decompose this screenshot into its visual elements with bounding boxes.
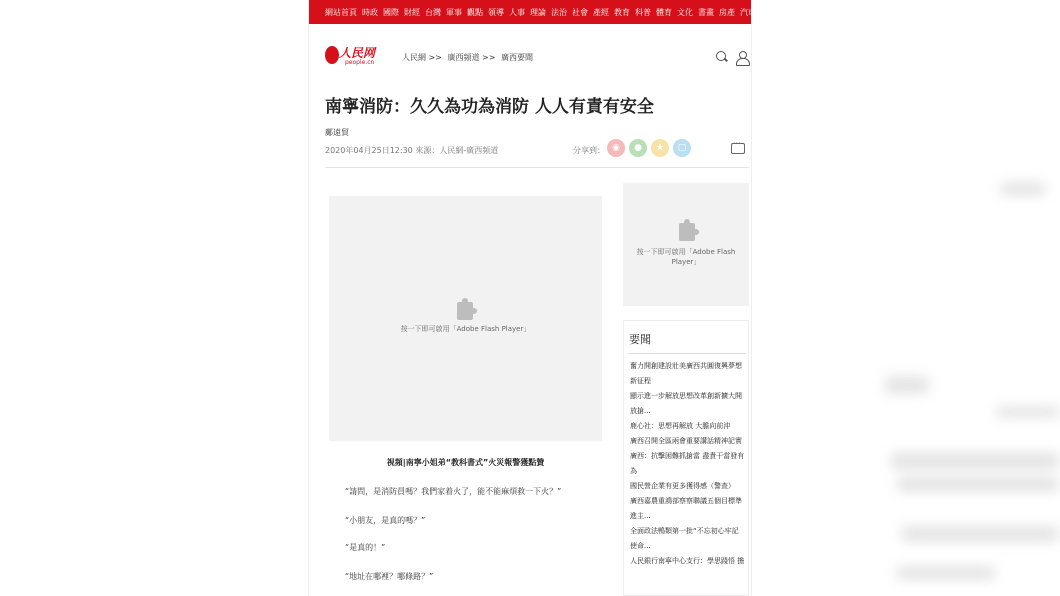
blurred-shape bbox=[896, 476, 1060, 492]
user-icon[interactable] bbox=[735, 50, 749, 64]
nav-item[interactable]: 領導 bbox=[488, 7, 504, 17]
register-link[interactable]: 注 bbox=[803, 7, 811, 17]
news-item[interactable]: 廣西召開全區兩會重要講話精神記實 bbox=[630, 437, 742, 445]
comment-icon[interactable] bbox=[731, 143, 745, 154]
site-header bbox=[309, 24, 751, 88]
blurred-shape bbox=[900, 526, 1060, 542]
blurred-shape bbox=[996, 406, 1060, 418]
share-label: 分享到： bbox=[573, 146, 605, 155]
blurred-shape bbox=[890, 452, 1060, 470]
nav-item[interactable]: 國際 bbox=[383, 7, 399, 17]
side-flash-placeholder[interactable] bbox=[623, 183, 749, 306]
breadcrumb-item[interactable]: 廣西要聞 bbox=[501, 53, 533, 62]
nav-item[interactable]: 文化 bbox=[677, 7, 693, 17]
nav-item[interactable]: 書畫 bbox=[698, 7, 714, 17]
search-icon[interactable] bbox=[715, 50, 729, 64]
article-paragraph: “小朋友，是真的嗎？” bbox=[345, 516, 426, 525]
share-weibo-button[interactable] bbox=[607, 139, 625, 157]
divider bbox=[628, 353, 746, 354]
share-copy-button[interactable] bbox=[673, 139, 691, 157]
blurred-shape bbox=[1000, 182, 1046, 196]
logo-subtext: people.cn bbox=[345, 59, 375, 66]
login-link[interactable]: 登錄 bbox=[782, 7, 798, 17]
news-item[interactable]: 廣西嘉農重鴻部察察聯議五個目標準 bbox=[630, 497, 742, 505]
blurred-shape bbox=[884, 376, 930, 394]
breadcrumb-item[interactable]: 人民網 >> bbox=[402, 53, 442, 62]
nav-item[interactable]: 汽車 bbox=[740, 7, 756, 17]
blurred-shape bbox=[896, 566, 996, 580]
news-item[interactable]: 奮力開創建設壯美廣西共圓復興夢想 bbox=[630, 362, 742, 370]
logo-text: 人民网 bbox=[339, 46, 376, 60]
article-author: 鄺遠貿 bbox=[325, 128, 349, 137]
news-item[interactable]: 顯示進一步解放思想改革創新擴大開 bbox=[630, 392, 742, 400]
news-item[interactable]: 人民銀行南寧中心支行：學思踐悟 擔 bbox=[630, 557, 745, 565]
article-meta: 2020年04月25日12:30 來源：人民網-廣西頻道 bbox=[325, 146, 499, 155]
breadcrumb-item[interactable]: 廣西頻道 >> bbox=[447, 53, 496, 62]
nav-item[interactable]: 體育 bbox=[656, 7, 672, 17]
nav-item[interactable]: 人事 bbox=[509, 7, 525, 17]
article-paragraph: “地址在哪裡？哪條路？” bbox=[345, 572, 434, 581]
nav-item[interactable]: 法治 bbox=[551, 7, 567, 17]
flash-message: 按一下即可啟用「Adobe Flash Player」 bbox=[400, 325, 531, 333]
nav-item[interactable]: 社會 bbox=[572, 7, 588, 17]
news-item[interactable]: 放搶... bbox=[630, 407, 651, 415]
news-item[interactable]: 為 bbox=[630, 467, 637, 475]
nav-item[interactable]: 觀點 bbox=[467, 7, 483, 17]
nav-item[interactable]: 旅遊 bbox=[761, 7, 777, 17]
breadcrumb bbox=[402, 52, 536, 63]
news-item[interactable]: 國民營企業有更多獲得感（警查） bbox=[630, 482, 735, 490]
plugin-puzzle-icon bbox=[457, 302, 473, 320]
star-icon: ★ bbox=[655, 143, 665, 153]
article-paragraph: “請問，是消防員嗎？我們家着火了，能不能麻煩救一下火？” bbox=[345, 487, 562, 496]
nav-item[interactable]: 網站首頁 bbox=[325, 7, 357, 17]
article-paragraph: “是真的！” bbox=[345, 543, 386, 552]
article-title: 南寧消防：久久為功為消防 人人有責有安全 bbox=[325, 97, 654, 117]
video-caption: 視頻|南寧小姐弟“教科書式”火災報警獲點贊 bbox=[386, 458, 545, 467]
site-logo[interactable] bbox=[325, 44, 377, 68]
news-item[interactable]: 全面政法鴨類第一批“不忘初心牢記 bbox=[630, 527, 739, 535]
share-wechat-button[interactable] bbox=[629, 139, 647, 157]
logo-mark-icon bbox=[325, 46, 339, 64]
copy-icon: ▢ bbox=[677, 143, 687, 153]
top-navigation bbox=[309, 0, 811, 24]
weibo-icon: ◉ bbox=[612, 143, 620, 153]
nav-item[interactable]: 軍事 bbox=[446, 7, 462, 17]
news-list bbox=[630, 359, 746, 569]
nav-item[interactable]: 教育 bbox=[614, 7, 630, 17]
news-sidebar bbox=[623, 320, 749, 596]
news-item[interactable]: 鹿心社：思想再解放 大膽向前沖 bbox=[630, 422, 731, 430]
article-column bbox=[308, 0, 811, 596]
nav-item[interactable]: 理論 bbox=[530, 7, 546, 17]
nav-item[interactable]: 產經 bbox=[593, 7, 609, 17]
news-item[interactable]: 進主... bbox=[630, 512, 651, 520]
share-qzone-button[interactable] bbox=[651, 139, 669, 157]
nav-item[interactable]: 房產 bbox=[719, 7, 735, 17]
news-item[interactable]: 使命... bbox=[630, 542, 651, 550]
news-section-title: 要聞 bbox=[629, 333, 651, 346]
flash-message: 按一下即可啟用「Adobe Flash Player」 bbox=[636, 248, 736, 266]
nav-item[interactable]: 台灣 bbox=[425, 7, 441, 17]
divider bbox=[325, 167, 749, 168]
nav-item[interactable]: 時政 bbox=[362, 7, 378, 17]
video-flash-placeholder[interactable] bbox=[329, 196, 602, 441]
wechat-icon: ● bbox=[634, 143, 642, 153]
news-item[interactable]: 新征程 bbox=[630, 377, 651, 385]
nav-item[interactable]: 財經 bbox=[404, 7, 420, 17]
nav-item[interactable]: 科普 bbox=[635, 7, 651, 17]
plugin-puzzle-icon bbox=[679, 223, 695, 241]
news-item[interactable]: 廣西：抗擊困難抓搶當 盡責干當發有 bbox=[630, 452, 745, 460]
